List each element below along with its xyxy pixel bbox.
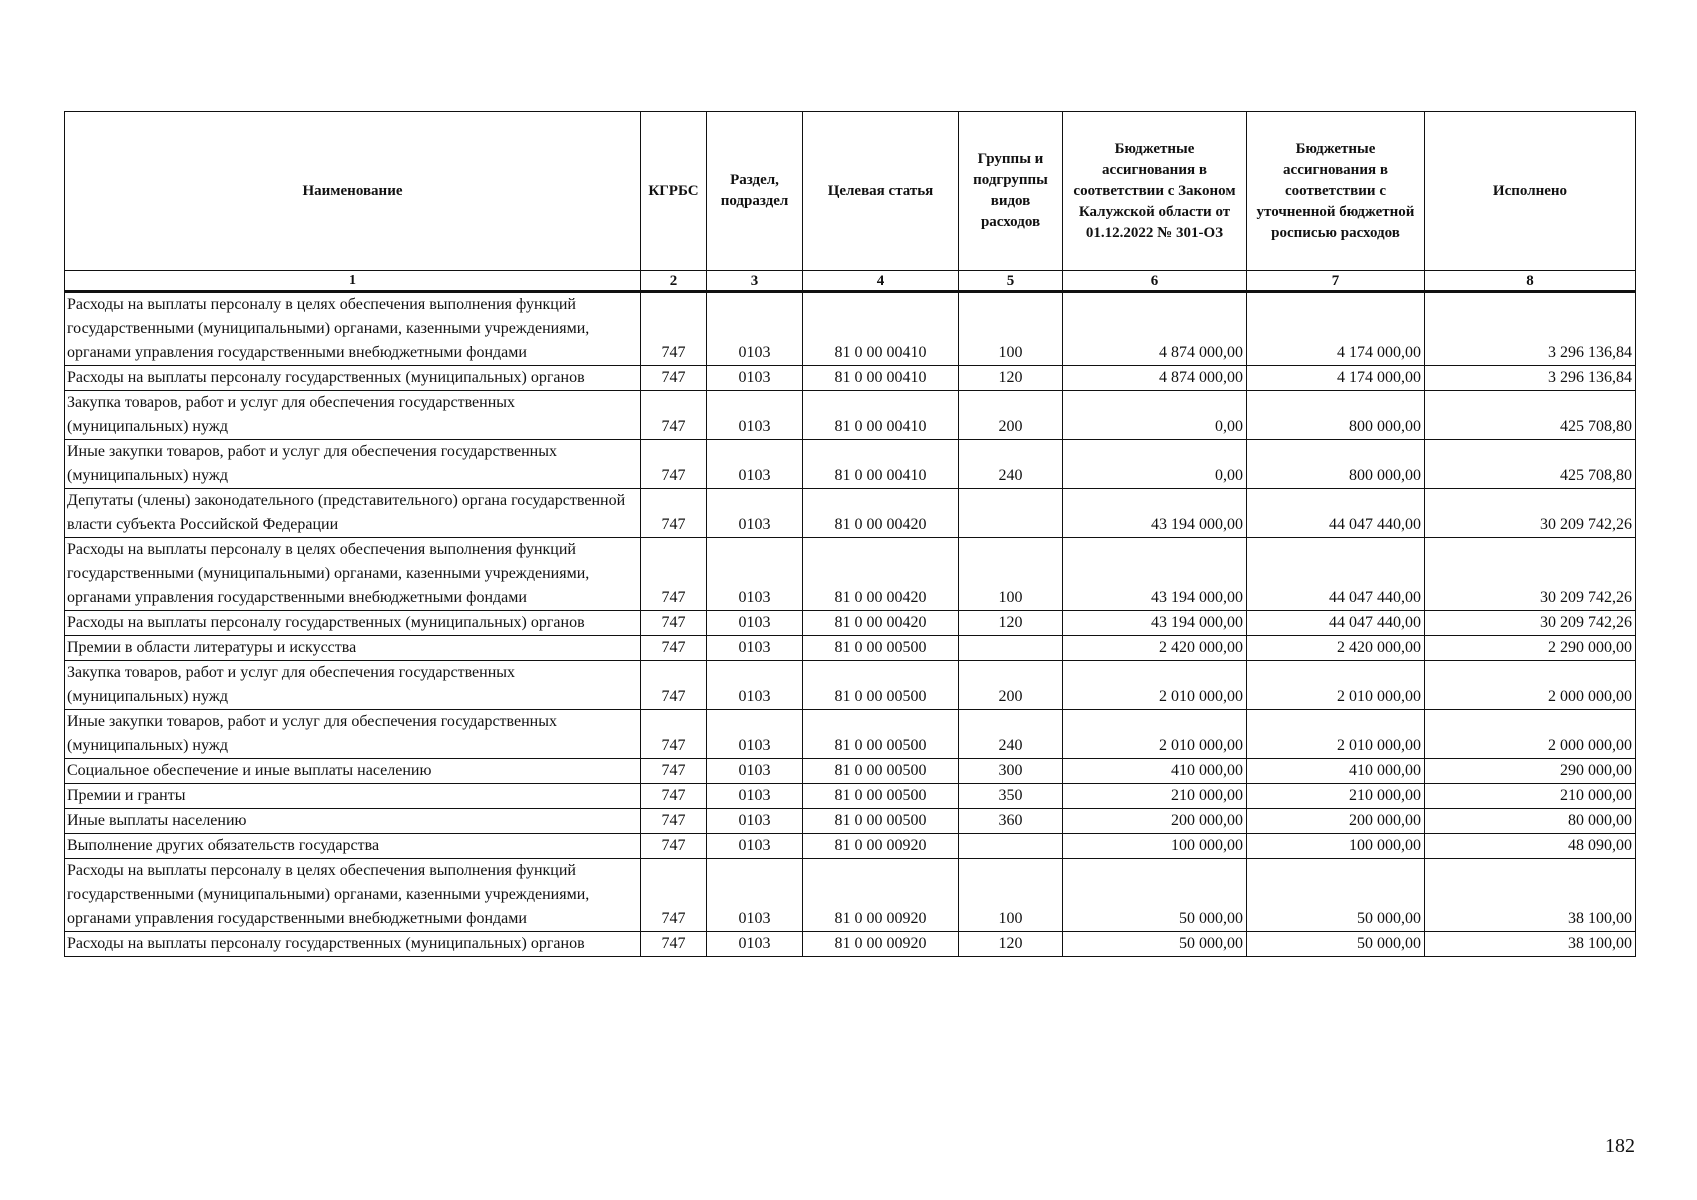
executed-cell: 425 708,80 [1425, 391, 1636, 440]
table-row [65, 759, 1636, 784]
target-article-cell: 81 0 00 00410 [803, 440, 959, 489]
row-name-cell: Депутаты (члены) законодательного (представительного) органа государственной власти субъекта Российской Федерации [65, 489, 641, 538]
executed-cell: 38 100,00 [1425, 932, 1636, 957]
row-name-cell: Закупка товаров, работ и услуг для обеспечения государственных (муниципальных) нужд [65, 391, 641, 440]
table-row [65, 391, 1636, 440]
budget-table-sheet [64, 111, 1635, 957]
law-appropriation-cell: 2 010 000,00 [1063, 710, 1247, 759]
expense-group-cell: 240 [959, 440, 1063, 489]
section-cell: 0103 [707, 538, 803, 611]
target-article-cell: 81 0 00 00500 [803, 759, 959, 784]
law-appropriation-cell: 0,00 [1063, 391, 1247, 440]
target-article-cell: 81 0 00 00420 [803, 489, 959, 538]
section-cell: 0103 [707, 366, 803, 391]
table-row [65, 834, 1636, 859]
section-cell: 0103 [707, 784, 803, 809]
header-expense-groups: Группы и подгруппы видов расходов [959, 112, 1063, 271]
row-name-cell: Иные закупки товаров, работ и услуг для обеспечения государственных (муниципальных) нужд [65, 440, 641, 489]
expense-group-cell [959, 636, 1063, 661]
target-article-cell: 81 0 00 00410 [803, 391, 959, 440]
refined-appropriation-cell: 44 047 440,00 [1247, 538, 1425, 611]
column-number: 4 [803, 271, 959, 292]
table-row [65, 784, 1636, 809]
section-cell: 0103 [707, 391, 803, 440]
table-row [65, 809, 1636, 834]
refined-appropriation-cell: 2 010 000,00 [1247, 661, 1425, 710]
law-appropriation-cell: 43 194 000,00 [1063, 611, 1247, 636]
kgrbs-cell: 747 [641, 759, 707, 784]
expense-group-cell: 200 [959, 661, 1063, 710]
target-article-cell: 81 0 00 00500 [803, 710, 959, 759]
row-name-cell: Расходы на выплаты персоналу государственных (муниципальных) органов [65, 611, 641, 636]
executed-cell: 38 100,00 [1425, 859, 1636, 932]
target-article-cell: 81 0 00 00920 [803, 859, 959, 932]
executed-cell: 2 290 000,00 [1425, 636, 1636, 661]
executed-cell: 30 209 742,26 [1425, 489, 1636, 538]
kgrbs-cell: 747 [641, 292, 707, 366]
target-article-cell: 81 0 00 00410 [803, 366, 959, 391]
row-name-cell: Премии в области литературы и искусства [65, 636, 641, 661]
header-target-article: Целевая статья [803, 112, 959, 271]
refined-appropriation-cell: 410 000,00 [1247, 759, 1425, 784]
header-name: Наименование [65, 112, 641, 271]
law-appropriation-cell: 100 000,00 [1063, 834, 1247, 859]
executed-cell: 30 209 742,26 [1425, 611, 1636, 636]
executed-cell: 425 708,80 [1425, 440, 1636, 489]
row-name-cell: Расходы на выплаты персоналу государственных (муниципальных) органов [65, 932, 641, 957]
row-name-cell: Расходы на выплаты персоналу в целях обеспечения выполнения функций государственными (муниципальными) органами, казенными учреждениями, органами управления государственными внебюджетными фондами [65, 292, 641, 366]
column-number: 5 [959, 271, 1063, 292]
header-row [65, 112, 1636, 271]
law-appropriation-cell: 4 874 000,00 [1063, 366, 1247, 391]
expense-group-cell: 350 [959, 784, 1063, 809]
law-appropriation-cell: 2 420 000,00 [1063, 636, 1247, 661]
executed-cell: 80 000,00 [1425, 809, 1636, 834]
table-row [65, 932, 1636, 957]
executed-cell: 2 000 000,00 [1425, 710, 1636, 759]
expense-group-cell: 200 [959, 391, 1063, 440]
refined-appropriation-cell: 2 010 000,00 [1247, 710, 1425, 759]
section-cell: 0103 [707, 440, 803, 489]
refined-appropriation-cell: 50 000,00 [1247, 859, 1425, 932]
table-row [65, 636, 1636, 661]
kgrbs-cell: 747 [641, 489, 707, 538]
table-row [65, 661, 1636, 710]
refined-appropriation-cell: 100 000,00 [1247, 834, 1425, 859]
row-name-cell: Выполнение других обязательств государства [65, 834, 641, 859]
kgrbs-cell: 747 [641, 784, 707, 809]
expense-group-cell: 100 [959, 538, 1063, 611]
executed-cell: 3 296 136,84 [1425, 366, 1636, 391]
expense-group-cell: 120 [959, 932, 1063, 957]
executed-cell: 210 000,00 [1425, 784, 1636, 809]
table-row [65, 859, 1636, 932]
law-appropriation-cell: 0,00 [1063, 440, 1247, 489]
column-number-row [65, 271, 1636, 292]
section-cell: 0103 [707, 292, 803, 366]
target-article-cell: 81 0 00 00410 [803, 292, 959, 366]
column-number: 3 [707, 271, 803, 292]
row-name-cell: Расходы на выплаты персоналу в целях обеспечения выполнения функций государственными (муниципальными) органами, казенными учреждениями, органами управления государственными внебюджетными фондами [65, 538, 641, 611]
header-law-appropriations: Бюджетные ассигнования в соответствии с Законом Калужской области от 01.12.2022 № 301-ОЗ [1063, 112, 1247, 271]
refined-appropriation-cell: 4 174 000,00 [1247, 292, 1425, 366]
row-name-cell: Иные выплаты населению [65, 809, 641, 834]
law-appropriation-cell: 410 000,00 [1063, 759, 1247, 784]
expense-group-cell: 300 [959, 759, 1063, 784]
refined-appropriation-cell: 800 000,00 [1247, 391, 1425, 440]
row-name-cell: Закупка товаров, работ и услуг для обеспечения государственных (муниципальных) нужд [65, 661, 641, 710]
refined-appropriation-cell: 210 000,00 [1247, 784, 1425, 809]
section-cell: 0103 [707, 834, 803, 859]
expense-group-cell: 100 [959, 292, 1063, 366]
table-row [65, 538, 1636, 611]
refined-appropriation-cell: 200 000,00 [1247, 809, 1425, 834]
column-number: 8 [1425, 271, 1636, 292]
executed-cell: 48 090,00 [1425, 834, 1636, 859]
kgrbs-cell: 747 [641, 611, 707, 636]
law-appropriation-cell: 210 000,00 [1063, 784, 1247, 809]
executed-cell: 2 000 000,00 [1425, 661, 1636, 710]
law-appropriation-cell: 200 000,00 [1063, 809, 1247, 834]
expense-group-cell: 360 [959, 809, 1063, 834]
header-refined-appropriations: Бюджетные ассигнования в соответствии с уточненной бюджетной росписью расходов [1247, 112, 1425, 271]
expense-group-cell: 100 [959, 859, 1063, 932]
row-name-cell: Иные закупки товаров, работ и услуг для обеспечения государственных (муниципальных) нужд [65, 710, 641, 759]
target-article-cell: 81 0 00 00920 [803, 834, 959, 859]
table-row [65, 710, 1636, 759]
table-row [65, 489, 1636, 538]
header-kgrbs: КГРБС [641, 112, 707, 271]
column-number: 6 [1063, 271, 1247, 292]
column-number: 2 [641, 271, 707, 292]
section-cell: 0103 [707, 710, 803, 759]
kgrbs-cell: 747 [641, 932, 707, 957]
executed-cell: 3 296 136,84 [1425, 292, 1636, 366]
expense-group-cell [959, 489, 1063, 538]
law-appropriation-cell: 50 000,00 [1063, 859, 1247, 932]
expense-group-cell [959, 834, 1063, 859]
law-appropriation-cell: 50 000,00 [1063, 932, 1247, 957]
target-article-cell: 81 0 00 00920 [803, 932, 959, 957]
refined-appropriation-cell: 2 420 000,00 [1247, 636, 1425, 661]
executed-cell: 30 209 742,26 [1425, 538, 1636, 611]
refined-appropriation-cell: 44 047 440,00 [1247, 489, 1425, 538]
table-body [65, 292, 1636, 957]
kgrbs-cell: 747 [641, 391, 707, 440]
section-cell: 0103 [707, 661, 803, 710]
section-cell: 0103 [707, 809, 803, 834]
refined-appropriation-cell: 4 174 000,00 [1247, 366, 1425, 391]
section-cell: 0103 [707, 489, 803, 538]
refined-appropriation-cell: 50 000,00 [1247, 932, 1425, 957]
kgrbs-cell: 747 [641, 809, 707, 834]
expense-group-cell: 120 [959, 611, 1063, 636]
budget-execution-table [64, 111, 1636, 957]
law-appropriation-cell: 43 194 000,00 [1063, 538, 1247, 611]
target-article-cell: 81 0 00 00500 [803, 784, 959, 809]
row-name-cell: Премии и гранты [65, 784, 641, 809]
kgrbs-cell: 747 [641, 538, 707, 611]
section-cell: 0103 [707, 636, 803, 661]
executed-cell: 290 000,00 [1425, 759, 1636, 784]
kgrbs-cell: 747 [641, 636, 707, 661]
refined-appropriation-cell: 800 000,00 [1247, 440, 1425, 489]
law-appropriation-cell: 43 194 000,00 [1063, 489, 1247, 538]
page-number: 182 [1605, 1135, 1635, 1157]
target-article-cell: 81 0 00 00500 [803, 636, 959, 661]
header-section: Раздел, подраздел [707, 112, 803, 271]
table-row [65, 366, 1636, 391]
section-cell: 0103 [707, 611, 803, 636]
kgrbs-cell: 747 [641, 661, 707, 710]
target-article-cell: 81 0 00 00500 [803, 809, 959, 834]
section-cell: 0103 [707, 932, 803, 957]
table-row [65, 611, 1636, 636]
section-cell: 0103 [707, 859, 803, 932]
table-row [65, 440, 1636, 489]
target-article-cell: 81 0 00 00420 [803, 538, 959, 611]
kgrbs-cell: 747 [641, 366, 707, 391]
kgrbs-cell: 747 [641, 834, 707, 859]
kgrbs-cell: 747 [641, 710, 707, 759]
kgrbs-cell: 747 [641, 440, 707, 489]
column-number: 1 [65, 271, 641, 292]
table-row [65, 292, 1636, 366]
row-name-cell: Социальное обеспечение и иные выплаты населению [65, 759, 641, 784]
refined-appropriation-cell: 44 047 440,00 [1247, 611, 1425, 636]
section-cell: 0103 [707, 759, 803, 784]
row-name-cell: Расходы на выплаты персоналу государственных (муниципальных) органов [65, 366, 641, 391]
header-executed: Исполнено [1425, 112, 1636, 271]
target-article-cell: 81 0 00 00500 [803, 661, 959, 710]
column-number: 7 [1247, 271, 1425, 292]
expense-group-cell: 120 [959, 366, 1063, 391]
law-appropriation-cell: 4 874 000,00 [1063, 292, 1247, 366]
row-name-cell: Расходы на выплаты персоналу в целях обеспечения выполнения функций государственными (муниципальными) органами, казенными учреждениями, органами управления государственными внебюджетными фондами [65, 859, 641, 932]
law-appropriation-cell: 2 010 000,00 [1063, 661, 1247, 710]
expense-group-cell: 240 [959, 710, 1063, 759]
kgrbs-cell: 747 [641, 859, 707, 932]
target-article-cell: 81 0 00 00420 [803, 611, 959, 636]
